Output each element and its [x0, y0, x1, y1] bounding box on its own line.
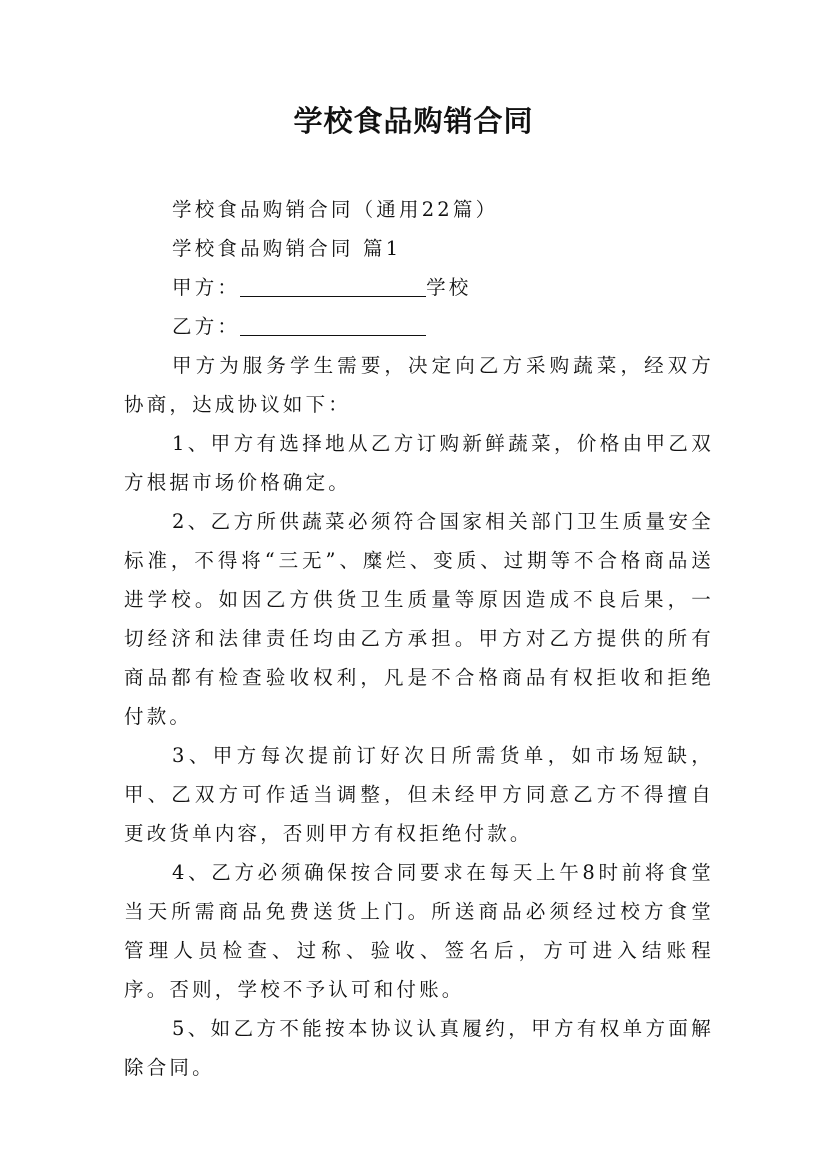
clause-2: 2、乙方所供蔬菜必须符合国家相关部门卫生质量安全标准，不得将“三无”、糜烂、变质、过期等不合格商品送进学校。如因乙方供货卫生质量等原因造成不良后果，一切经济和法律责任均由乙方承担。甲方对乙方提供的所有商品都有检查验收权利，凡是不合格商品有权拒收和拒绝付款。: [124, 510, 714, 728]
clause-3: 3、甲方每次提前订好次日所需货单，如市场短缺，甲、乙双方可作适当调整，但未经甲方同意乙方不得擅自更改货单内容，否则甲方有权拒绝付款。: [124, 744, 714, 845]
party-a-label: 甲方：: [172, 276, 241, 299]
section-heading: 学校食品购销合同 篇1: [172, 237, 402, 260]
party-a-line: [124, 268, 714, 307]
clause-4: 4、乙方必须确保按合同要求在每天上午8时前将食堂当天所需商品免费送货上门。所送商品必须经过校方食堂管理人员检查、过称、验收、签名后，方可进入结账程序。否则，学校不予认可和付账。: [124, 861, 714, 1001]
clause-5: 5、如乙方不能按本协议认真履约，甲方有权单方面解除合同。: [124, 1017, 714, 1079]
document-subtitle: 学校食品购销合同（通用22篇）: [172, 198, 499, 221]
party-b-blank: [240, 313, 426, 336]
document-body: [124, 190, 714, 1087]
party-a-suffix: 学校: [426, 276, 472, 299]
intro-paragraph: 甲方为服务学生需要，决定向乙方采购蔬菜，经双方协商，达成协议如下：: [124, 354, 714, 416]
party-b-label: 乙方：: [172, 315, 241, 338]
document-title: 学校食品购销合同: [293, 104, 534, 138]
party-b-line: [124, 307, 714, 346]
clause-1: 1、甲方有选择地从乙方订购新鲜蔬菜，价格由甲乙双方根据市场价格确定。: [124, 432, 714, 494]
party-a-blank: [240, 274, 426, 297]
